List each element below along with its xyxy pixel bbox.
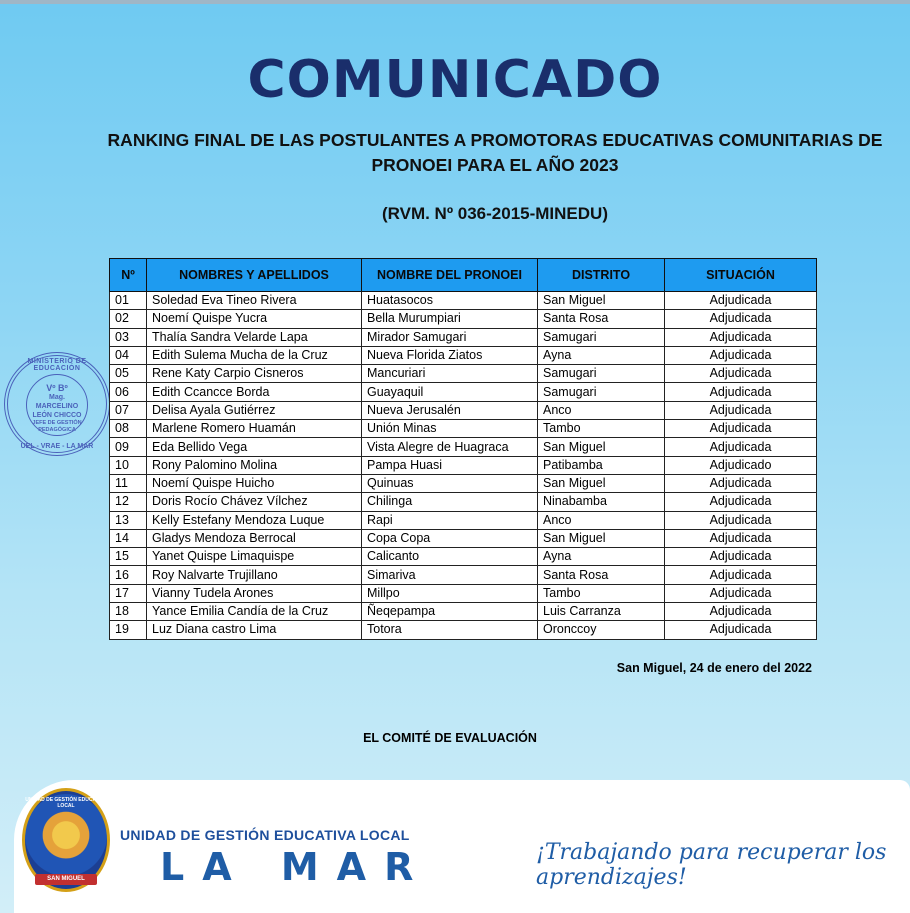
cell-number: 08 bbox=[110, 420, 147, 438]
table-row bbox=[110, 493, 817, 511]
stamp-role: JEFE DE GESTIÓN PEDAGÓGICA bbox=[32, 420, 82, 433]
cell-name: Marlene Romero Huamán bbox=[147, 420, 362, 438]
cell-district: Luis Carranza bbox=[538, 603, 665, 621]
ranking-table bbox=[109, 258, 817, 640]
cell-status: Adjudicada bbox=[665, 511, 817, 529]
cell-status: Adjudicada bbox=[665, 438, 817, 456]
cell-number: 05 bbox=[110, 365, 147, 383]
subtitle-line-1: RANKING FINAL DE LAS POSTULANTES A PROMOTORAS EDUCATIVAS COMUNITARIAS DE bbox=[107, 130, 883, 150]
cell-status: Adjudicada bbox=[665, 292, 817, 310]
seal-text: UNIDAD DE GESTIÓN EDUCATIVA LOCAL bbox=[25, 797, 107, 809]
cell-status: Adjudicada bbox=[665, 328, 817, 346]
cell-district: San Miguel bbox=[538, 438, 665, 456]
cell-name: Noemí Quispe Huicho bbox=[147, 474, 362, 492]
document-date: San Miguel, 24 de enero del 2022 bbox=[616, 661, 812, 675]
cell-district: Ayna bbox=[538, 548, 665, 566]
cell-name: Soledad Eva Tineo Rivera bbox=[147, 292, 362, 310]
table-row bbox=[110, 328, 817, 346]
cell-district: Ayna bbox=[538, 346, 665, 364]
cell-status: Adjudicada bbox=[665, 346, 817, 364]
cell-district: Anco bbox=[538, 511, 665, 529]
cell-district: Samugari bbox=[538, 383, 665, 401]
cell-district: Santa Rosa bbox=[538, 566, 665, 584]
cell-number: 11 bbox=[110, 474, 147, 492]
cell-number: 17 bbox=[110, 584, 147, 602]
table-body bbox=[110, 292, 817, 640]
cell-status: Adjudicada bbox=[665, 603, 817, 621]
table-row bbox=[110, 456, 817, 474]
cell-status: Adjudicada bbox=[665, 621, 817, 639]
cell-pronoei: Nueva Florida Ziatos bbox=[362, 346, 538, 364]
la-mar-title: LA MAR bbox=[160, 845, 432, 889]
cell-status: Adjudicada bbox=[665, 529, 817, 547]
cell-name: Roy Nalvarte Trujillano bbox=[147, 566, 362, 584]
cell-name: Doris Rocío Chávez Vílchez bbox=[147, 493, 362, 511]
cell-name: Noemí Quispe Yucra bbox=[147, 310, 362, 328]
page-title: COMUNICADO bbox=[247, 50, 663, 110]
table-row bbox=[110, 474, 817, 492]
cell-name: Thalía Sandra Velarde Lapa bbox=[147, 328, 362, 346]
cell-name: Gladys Mendoza Berrocal bbox=[147, 529, 362, 547]
cell-name: Delisa Ayala Gutiérrez bbox=[147, 401, 362, 419]
cell-district: Oronccoy bbox=[538, 621, 665, 639]
cell-district: Tambo bbox=[538, 584, 665, 602]
cell-status: Adjudicada bbox=[665, 493, 817, 511]
cell-number: 03 bbox=[110, 328, 147, 346]
cell-name: Kelly Estefany Mendoza Luque bbox=[147, 511, 362, 529]
stamp-bottom-text: UEL - VRAE - LA MAR bbox=[20, 443, 94, 450]
cell-district: Tambo bbox=[538, 420, 665, 438]
header-name: NOMBRES Y APELLIDOS bbox=[147, 259, 362, 292]
table-row bbox=[110, 401, 817, 419]
table-row bbox=[110, 346, 817, 364]
cell-status: Adjudicada bbox=[665, 548, 817, 566]
committee-signature: EL COMITÉ DE EVALUACIÓN bbox=[363, 731, 537, 745]
table-row bbox=[110, 603, 817, 621]
cell-name: Rony Palomino Molina bbox=[147, 456, 362, 474]
cell-name: Vianny Tudela Arones bbox=[147, 584, 362, 602]
cell-district: Samugari bbox=[538, 328, 665, 346]
official-stamp bbox=[4, 352, 110, 456]
cell-number: 01 bbox=[110, 292, 147, 310]
cell-status: Adjudicada bbox=[665, 401, 817, 419]
cell-status: Adjudicada bbox=[665, 420, 817, 438]
table-row bbox=[110, 420, 817, 438]
cell-number: 10 bbox=[110, 456, 147, 474]
cell-pronoei: Totora bbox=[362, 621, 538, 639]
cell-number: 19 bbox=[110, 621, 147, 639]
subtitle-line-2: PRONOEI PARA EL AÑO 2023 bbox=[371, 155, 619, 175]
table-row bbox=[110, 548, 817, 566]
cell-name: Eda Bellido Vega bbox=[147, 438, 362, 456]
cell-pronoei: Calicanto bbox=[362, 548, 538, 566]
table-row bbox=[110, 310, 817, 328]
cell-pronoei: Chilinga bbox=[362, 493, 538, 511]
cell-pronoei: Mancuriari bbox=[362, 365, 538, 383]
header-status: SITUACIÓN bbox=[665, 259, 817, 292]
stamp-vb: Vº Bº bbox=[46, 383, 68, 393]
cell-name: Yanet Quispe Limaquispe bbox=[147, 548, 362, 566]
cell-number: 14 bbox=[110, 529, 147, 547]
cell-name: Edith Sulema Mucha de la Cruz bbox=[147, 346, 362, 364]
cell-pronoei: Pampa Huasi bbox=[362, 456, 538, 474]
table-row bbox=[110, 566, 817, 584]
cell-name: Luz Diana castro Lima bbox=[147, 621, 362, 639]
cell-number: 13 bbox=[110, 511, 147, 529]
cell-name: Yance Emilia Candía de la Cruz bbox=[147, 603, 362, 621]
cell-name: Rene Katy Carpio Cisneros bbox=[147, 365, 362, 383]
stamp-top-text: MINISTERIO DE EDUCACIÓN bbox=[27, 358, 87, 372]
ugel-seal-logo bbox=[22, 788, 110, 892]
cell-pronoei: Simariva bbox=[362, 566, 538, 584]
cell-district: Anco bbox=[538, 401, 665, 419]
table-header-row bbox=[110, 259, 817, 292]
table-row bbox=[110, 621, 817, 639]
cell-number: 02 bbox=[110, 310, 147, 328]
cell-number: 12 bbox=[110, 493, 147, 511]
cell-number: 18 bbox=[110, 603, 147, 621]
cell-district: San Miguel bbox=[538, 292, 665, 310]
cell-pronoei: Vista Alegre de Huagraca bbox=[362, 438, 538, 456]
cell-pronoei: Ñeqepampa bbox=[362, 603, 538, 621]
cell-district: Ninabamba bbox=[538, 493, 665, 511]
cell-pronoei: Unión Minas bbox=[362, 420, 538, 438]
cell-district: San Miguel bbox=[538, 529, 665, 547]
table-row bbox=[110, 511, 817, 529]
cell-name: Edith Ccancce Borda bbox=[147, 383, 362, 401]
table-row bbox=[110, 383, 817, 401]
cell-pronoei: Copa Copa bbox=[362, 529, 538, 547]
cell-pronoei: Huatasocos bbox=[362, 292, 538, 310]
ugel-name: UNIDAD DE GESTIÓN EDUCATIVA LOCAL bbox=[120, 827, 410, 843]
resolution-reference: (RVM. Nº 036-2015-MINEDU) bbox=[381, 204, 608, 223]
stamp-name: Mag. MARCELINO LEÓN CHICCO bbox=[32, 394, 82, 419]
cell-pronoei: Quinuas bbox=[362, 474, 538, 492]
cell-pronoei: Millpo bbox=[362, 584, 538, 602]
cell-pronoei: Mirador Samugari bbox=[362, 328, 538, 346]
cell-status: Adjudicada bbox=[665, 474, 817, 492]
slogan: ¡Trabajando para recuperar los aprendizajes! bbox=[536, 840, 887, 890]
subtitle bbox=[100, 128, 890, 178]
cell-district: Patibamba bbox=[538, 456, 665, 474]
stamp-inner bbox=[26, 374, 88, 436]
cell-district: Samugari bbox=[538, 365, 665, 383]
seal-ribbon: SAN MIGUEL bbox=[35, 874, 97, 885]
cell-status: Adjudicada bbox=[665, 310, 817, 328]
cell-status: Adjudicada bbox=[665, 584, 817, 602]
cell-pronoei: Nueva Jerusalén bbox=[362, 401, 538, 419]
top-border bbox=[0, 0, 910, 4]
header-number: Nº bbox=[110, 259, 147, 292]
cell-status: Adjudicado bbox=[665, 456, 817, 474]
cell-district: San Miguel bbox=[538, 474, 665, 492]
cell-number: 15 bbox=[110, 548, 147, 566]
cell-number: 06 bbox=[110, 383, 147, 401]
table-row bbox=[110, 438, 817, 456]
cell-status: Adjudicada bbox=[665, 383, 817, 401]
table-row bbox=[110, 292, 817, 310]
table-row bbox=[110, 365, 817, 383]
cell-number: 07 bbox=[110, 401, 147, 419]
table-row bbox=[110, 584, 817, 602]
cell-status: Adjudicada bbox=[665, 566, 817, 584]
table-row bbox=[110, 529, 817, 547]
cell-pronoei: Guayaquil bbox=[362, 383, 538, 401]
cell-pronoei: Bella Murumpiari bbox=[362, 310, 538, 328]
header-district: DISTRITO bbox=[538, 259, 665, 292]
cell-number: 16 bbox=[110, 566, 147, 584]
header-pronoei: NOMBRE DEL PRONOEI bbox=[362, 259, 538, 292]
cell-district: Santa Rosa bbox=[538, 310, 665, 328]
cell-status: Adjudicada bbox=[665, 365, 817, 383]
cell-number: 09 bbox=[110, 438, 147, 456]
cell-pronoei: Rapi bbox=[362, 511, 538, 529]
cell-number: 04 bbox=[110, 346, 147, 364]
